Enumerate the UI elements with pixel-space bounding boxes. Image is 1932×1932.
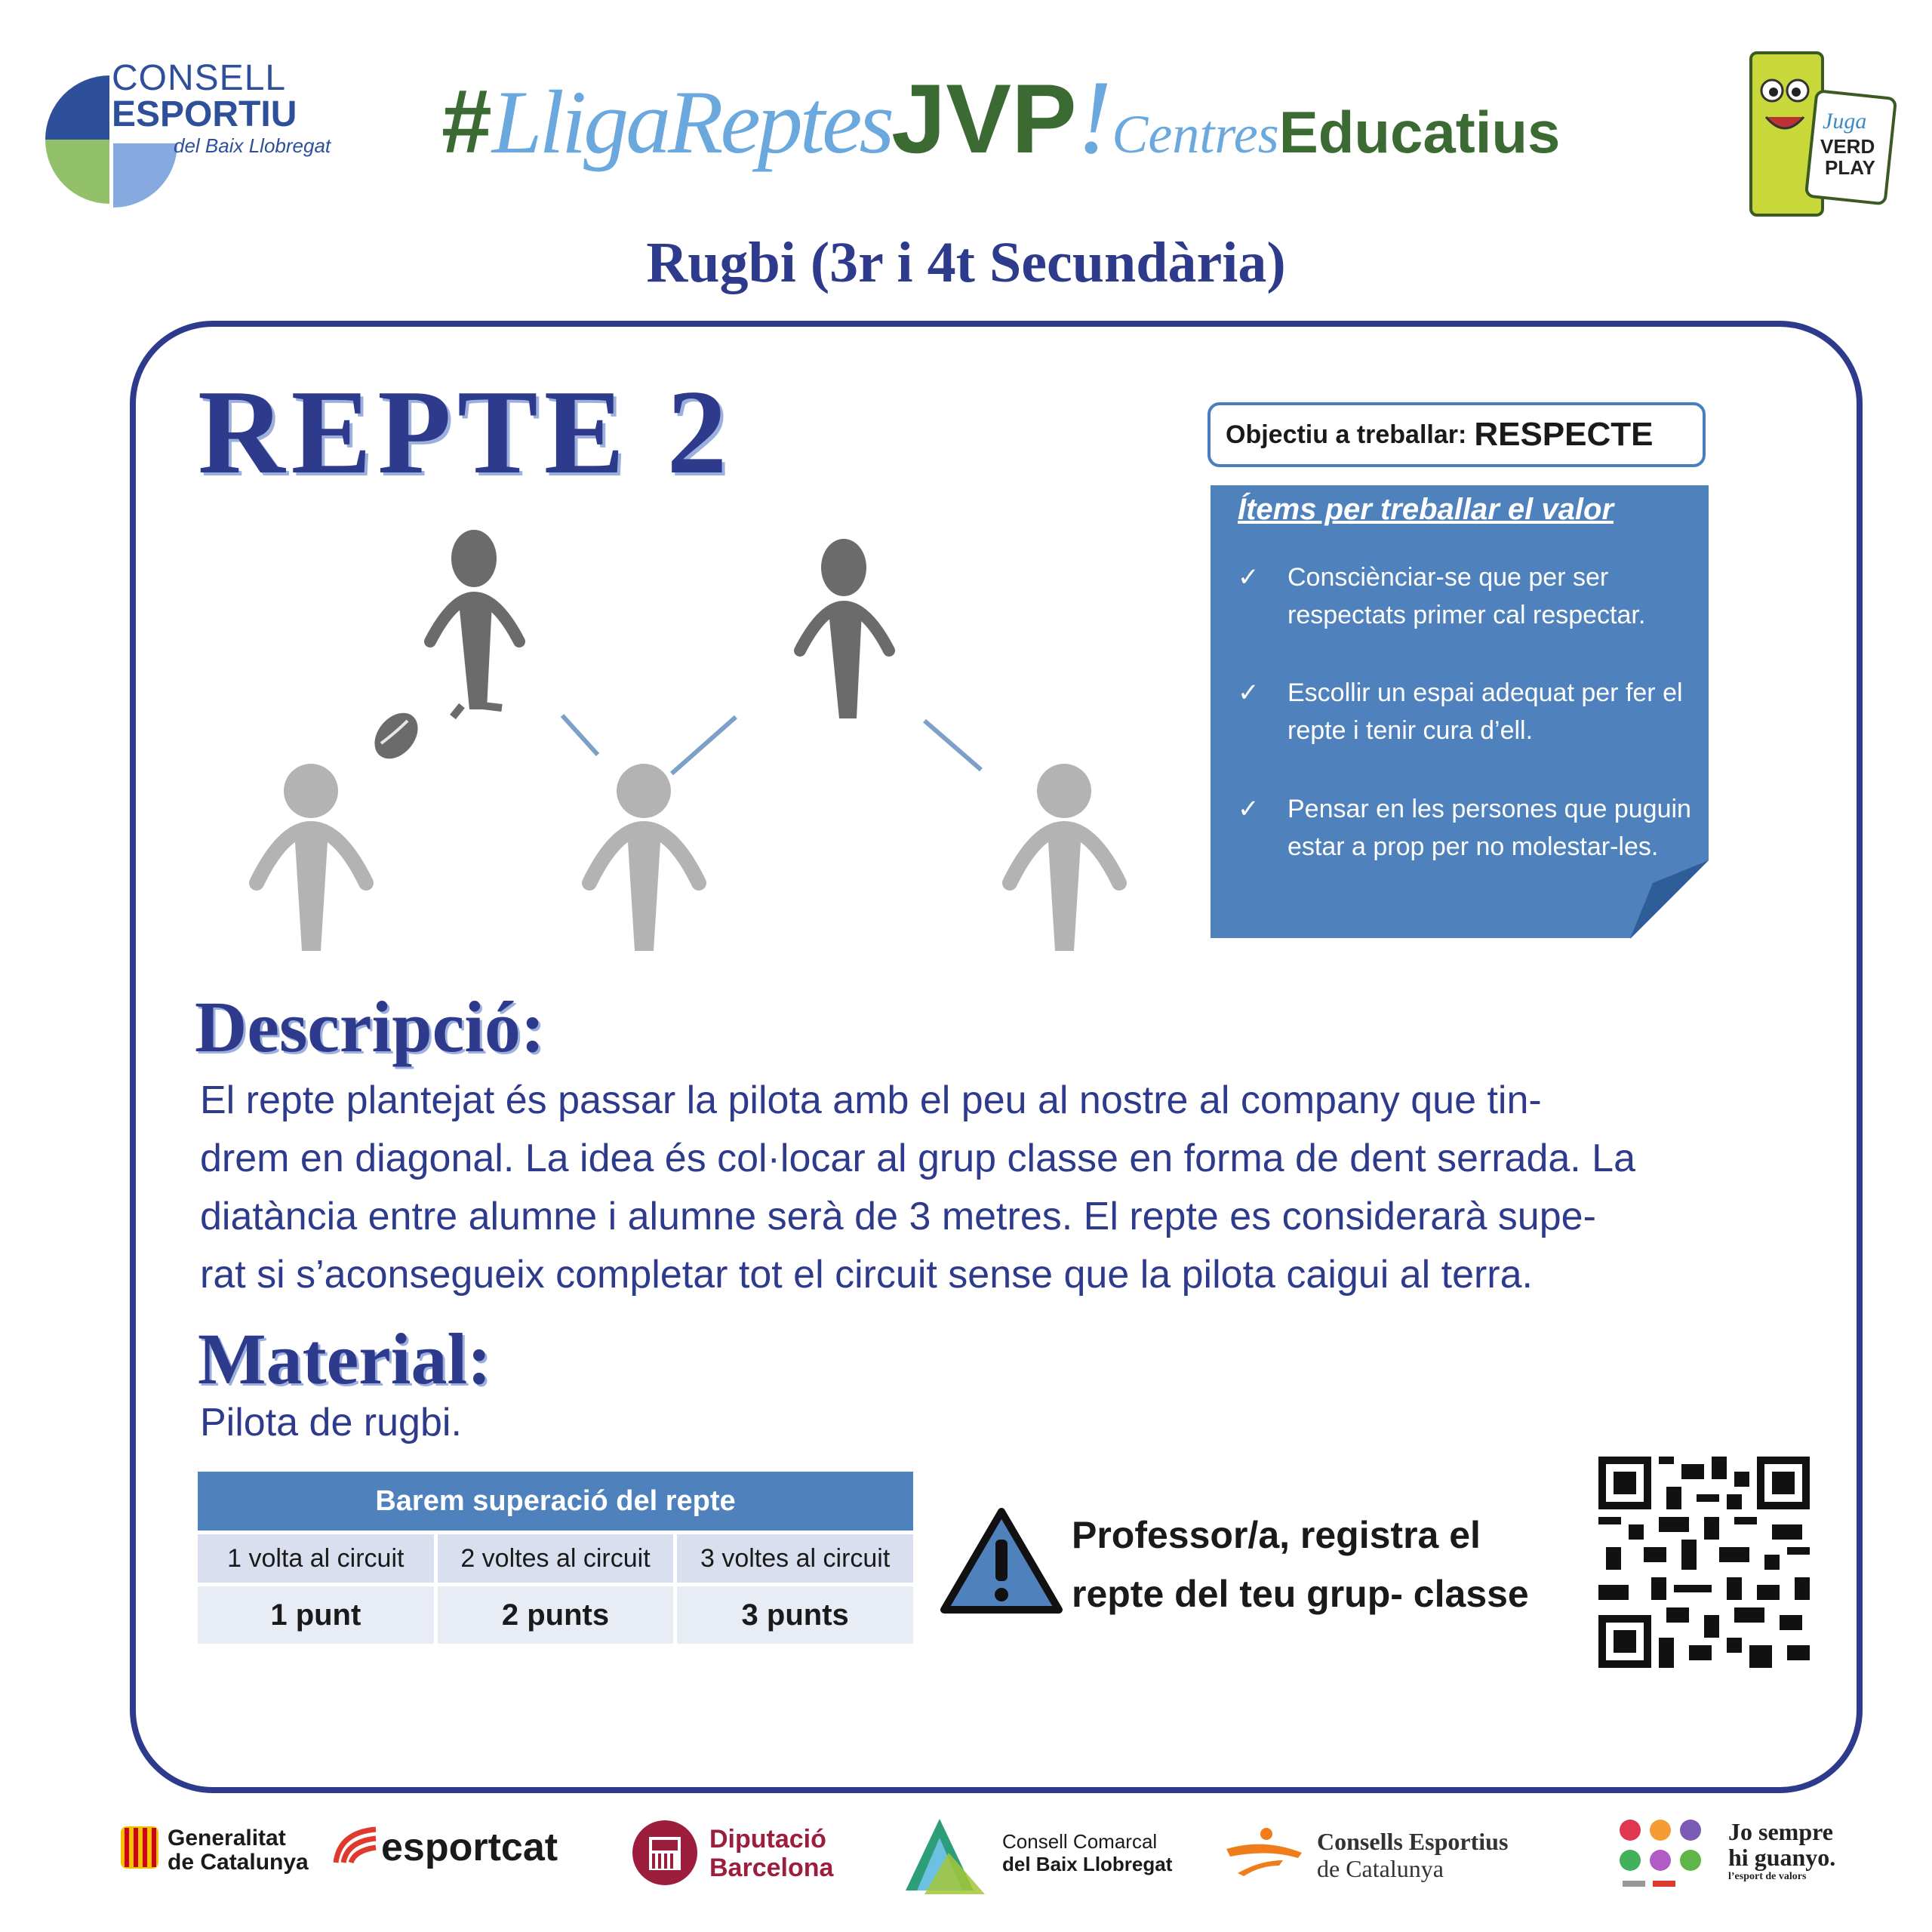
esportcat-swoosh-icon	[332, 1825, 377, 1867]
challenge-title: REPTE 2	[198, 365, 734, 499]
material-title: Material:	[198, 1318, 492, 1399]
banner-educatius: Educatius	[1278, 99, 1561, 165]
items-title: Ítems per treballar el valor	[1238, 493, 1614, 526]
mascot-label-3: PLAY	[1825, 156, 1875, 179]
org-name-line1: CONSELL	[112, 58, 287, 98]
description-line: drem en diagonal. La idea és col·locar al grup classe en forma de dent serrada. La	[200, 1137, 1636, 1180]
campaign-banner	[441, 57, 1560, 200]
value-item	[1238, 674, 1706, 757]
barem-column-header: 3 voltes al circuit	[677, 1534, 913, 1583]
consell-comarcal-line2: del Baix Llobregat	[1002, 1853, 1173, 1875]
teacher-note-line1: Professor/a, registra el	[1072, 1514, 1481, 1556]
esportcat-label: esportcat	[381, 1826, 558, 1869]
check-icon: ✓	[1238, 678, 1260, 707]
material-text: Pilota de rugbi.	[200, 1401, 462, 1444]
teacher-note-line2: repte del teu grup- classe	[1072, 1573, 1529, 1615]
diputacio-line1: Diputació	[709, 1825, 826, 1854]
diputacio-label	[709, 1825, 833, 1882]
qr-code-icon[interactable]	[1598, 1457, 1810, 1668]
description-text	[200, 1072, 1830, 1304]
mascot-label-2: VERD	[1820, 135, 1875, 158]
consells-esportius-label	[1317, 1828, 1508, 1882]
jo-sempre-line3: l’esport de valors	[1728, 1871, 1807, 1882]
barem-column-header: 1 volta al circuit	[198, 1534, 434, 1583]
objective-label: Objectiu a treballar:	[1226, 420, 1467, 449]
jo-sempre-line1: Jo sempre	[1728, 1818, 1833, 1845]
pass-line-2	[672, 717, 736, 774]
value-item-text: Consciènciar-se que per ser respectats primer cal respectar.	[1287, 563, 1646, 629]
generalitat-line2: de Catalunya	[168, 1850, 309, 1875]
objective-value: RESPECTE	[1474, 416, 1654, 453]
barem-points: 1 punt	[198, 1586, 434, 1644]
consells-esportius-line1: Consells Esportius	[1317, 1828, 1509, 1855]
generalitat-logo-icon	[121, 1826, 158, 1869]
check-icon: ✓	[1238, 795, 1260, 823]
diputacio-logo-icon	[632, 1820, 697, 1885]
description-line: El repte plantejat és passar la pilota amb el peu al nostre al company que tin-	[200, 1078, 1542, 1122]
description-line: rat si s’aconsegueix completar tot el circuit sense que la pilota caigui al terra.	[200, 1253, 1533, 1297]
value-item	[1238, 790, 1706, 911]
consells-esportius-line2: de Catalunya	[1317, 1855, 1444, 1882]
value-item	[1238, 558, 1706, 641]
warning-icon	[940, 1506, 1064, 1615]
player-top-2-icon	[800, 539, 889, 718]
org-name-line3: del Baix Llobregat	[174, 134, 331, 157]
teacher-note[interactable]	[1072, 1506, 1529, 1623]
rugby-ball-icon	[366, 705, 426, 768]
pass-line-3	[924, 721, 981, 770]
objective-box	[1208, 402, 1706, 467]
consell-comarcal-label	[1002, 1830, 1172, 1875]
jo-sempre-label	[1728, 1819, 1835, 1884]
pass-line-1	[562, 715, 598, 755]
diputacio-line2: Barcelona	[709, 1854, 834, 1882]
player-top-1-icon	[430, 530, 519, 717]
jo-sempre-line2: hi guanyo.	[1728, 1844, 1836, 1871]
barem-column-header: 2 voltes al circuit	[438, 1534, 674, 1583]
mascot-label-1: Juga	[1823, 109, 1867, 134]
banner-lliga: LligaReptes	[491, 72, 892, 172]
page-subtitle: Rugbi (3r i 4t Secundària)	[646, 231, 1286, 294]
juga-verd-play-mascot-icon	[1728, 49, 1902, 223]
banner-jvp: JVP	[891, 63, 1077, 174]
description-line: diatància entre alumne i alumne serà de 3 metres. El repte es considerarà supe-	[200, 1195, 1596, 1238]
check-icon: ✓	[1238, 563, 1260, 592]
barem-points: 3 punts	[677, 1586, 913, 1644]
player-bottom-1-icon	[257, 764, 366, 951]
player-bottom-3-icon	[1010, 764, 1119, 951]
banner-hash: #	[441, 71, 492, 172]
player-bottom-2-icon	[589, 764, 699, 951]
values-dots-logo-icon	[1619, 1819, 1724, 1894]
consells-esportius-logo-icon	[1223, 1826, 1306, 1879]
value-item-text: Pensar en les persones que puguin estar a prop per no molestar-les.	[1287, 795, 1691, 861]
barem-table	[198, 1534, 913, 1644]
barem-header: Barem superació del repte	[198, 1472, 913, 1531]
consell-comarcal-logo-icon	[902, 1815, 992, 1898]
consell-comarcal-line1: Consell Comarcal	[1002, 1830, 1158, 1853]
org-name-line2: ESPORTIU	[112, 94, 297, 134]
players-diagram	[226, 513, 1170, 966]
generalitat-line1: Generalitat	[168, 1826, 286, 1850]
description-title: Descripció:	[195, 986, 545, 1067]
generalitat-label	[168, 1826, 309, 1875]
value-item-text: Escollir un espai adequat per fer el repte i tenir cura d’ell.	[1287, 678, 1683, 745]
banner-exclamation: !	[1076, 59, 1112, 176]
barem-points: 2 punts	[438, 1586, 674, 1644]
banner-centres: Centres	[1112, 104, 1279, 165]
